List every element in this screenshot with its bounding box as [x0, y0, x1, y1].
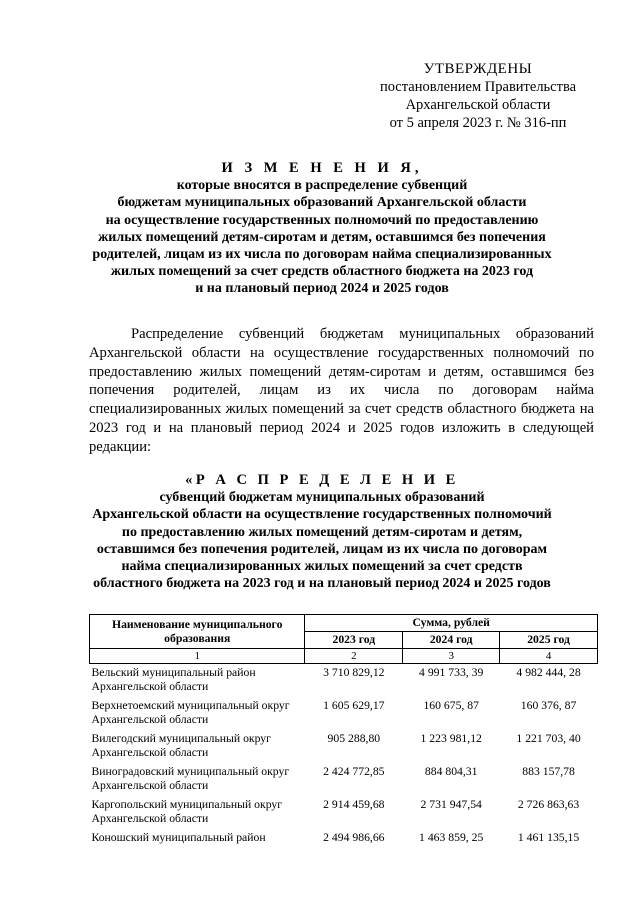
sum-2025: 883 157,78 — [522, 765, 575, 778]
sum-2024: 2 731 947,54 — [420, 798, 482, 811]
distribution-line: найма специализированных жилых помещений за счет средств — [121, 559, 523, 575]
changes-line: родителей, лицам из их числа по договорам найма специализированных — [92, 247, 552, 263]
sum-2024: 4 991 733, 39 — [419, 666, 484, 679]
sum-2025: 4 982 444, 28 — [516, 666, 581, 679]
sum-2025: 2 726 863,63 — [517, 798, 580, 811]
sum-2023: 2 424 772,85 — [323, 765, 385, 778]
sum-2024: 1 223 981,12 — [420, 732, 482, 745]
sum-2024: 160 675, 87 — [423, 699, 479, 712]
column-index: 1 — [90, 649, 305, 664]
changes-line: жилых помещений за счет средств областного бюджета на 2023 год — [110, 264, 534, 280]
approval-line: постановлением Правительства — [379, 79, 577, 95]
approval-date: от 5 апреля 2023 г. № 316-пп — [389, 115, 567, 131]
header-year: 2025 год — [500, 632, 598, 649]
municipality-name: Виноградовский муниципальный округ Архангельской области — [91, 765, 290, 792]
changes-line: и на плановый период 2024 и 2025 годов — [195, 281, 449, 297]
changes-line: бюджетам муниципальных образований Архангельской области — [117, 195, 527, 211]
table-row — [90, 697, 598, 730]
table-row — [90, 664, 598, 698]
table-row — [90, 829, 598, 848]
sum-2023: 2 494 986,66 — [323, 831, 385, 844]
sum-2024: 884 804,31 — [424, 765, 478, 778]
distribution-table — [89, 614, 598, 848]
municipality-name: Каргопольский муниципальный округ Архангельской области — [91, 798, 283, 825]
header-year: 2024 год — [403, 632, 500, 649]
sum-2023: 3 710 829,12 — [323, 666, 385, 679]
body-paragraph: Распределение субвенций бюджетам муниципальных образований Архангельской области на осуществление государственных полномочий по предоставлению жилых помещений детям-сиротам и детям, оставшимся без попечения родителей, лицам из их числа по договорам найма специализированных жилых помещений за счет средств областного бюджета на 2023 год и на плановый период 2024 и 2025 годов изложить в следующей редакции: — [89, 326, 594, 455]
sum-2025: 1 461 135,15 — [517, 831, 580, 844]
sum-2023: 2 914 459,68 — [323, 798, 385, 811]
sum-2023: 1 605 629,17 — [323, 699, 385, 712]
table-row — [90, 796, 598, 829]
distribution-line: Архангельской области на осуществление государственных полномочий — [92, 507, 552, 523]
sum-2024: 1 463 859, 25 — [419, 831, 484, 844]
approval-title: УТВЕРЖДЕНЫ — [423, 61, 533, 77]
municipality-name: Коношский муниципальный район — [91, 831, 266, 844]
header-year: 2023 год — [305, 632, 403, 649]
distribution-heading: «Р А С П Р Е Д Е Л Е Н И Е — [185, 472, 459, 488]
distribution-title-block — [62, 472, 582, 592]
distribution-line: субвенций бюджетам муниципальных образований — [159, 490, 485, 506]
column-index: 4 — [500, 649, 598, 664]
column-index: 2 — [305, 649, 403, 664]
changes-title-block — [62, 160, 582, 298]
distribution-line: оставшимся без попечения родителей, лицам из их числа по договорам — [96, 541, 548, 557]
table-row — [90, 730, 598, 763]
sum-2025: 1 221 703, 40 — [516, 732, 581, 745]
changes-line: которые вносятся в распределение субвенций — [176, 178, 468, 194]
sum-2025: 160 376, 87 — [520, 699, 577, 712]
changes-line: на осуществление государственных полномочий по предоставлению — [105, 212, 539, 228]
municipality-name: Верхнетоемский муниципальный округ Архангельской области — [91, 699, 290, 726]
changes-line: жилых помещений детям-сиротам и детям, оставшимся без попечения — [98, 229, 546, 245]
column-index: 3 — [403, 649, 500, 664]
approval-line: Архангельской области — [405, 97, 551, 113]
municipality-name: Вельский муниципальный район Архангельской области — [91, 666, 256, 693]
header-sum: Сумма, рублей — [305, 615, 598, 632]
distribution-line: по предоставлению жилых помещений детям-сиротам и детям, — [121, 524, 523, 540]
table-row — [90, 763, 598, 796]
distribution-line: областного бюджета на 2023 год и на плановый период 2024 и 2025 годов — [93, 576, 551, 592]
sum-2023: 905 288,80 — [327, 732, 381, 745]
header-name: Наименование муниципального образования — [90, 615, 305, 649]
municipality-name: Вилегодский муниципальный округ Архангельской области — [91, 732, 271, 759]
approval-stamp — [360, 60, 596, 132]
changes-heading: И З М Е Н Е Н И Я, — [221, 160, 423, 176]
